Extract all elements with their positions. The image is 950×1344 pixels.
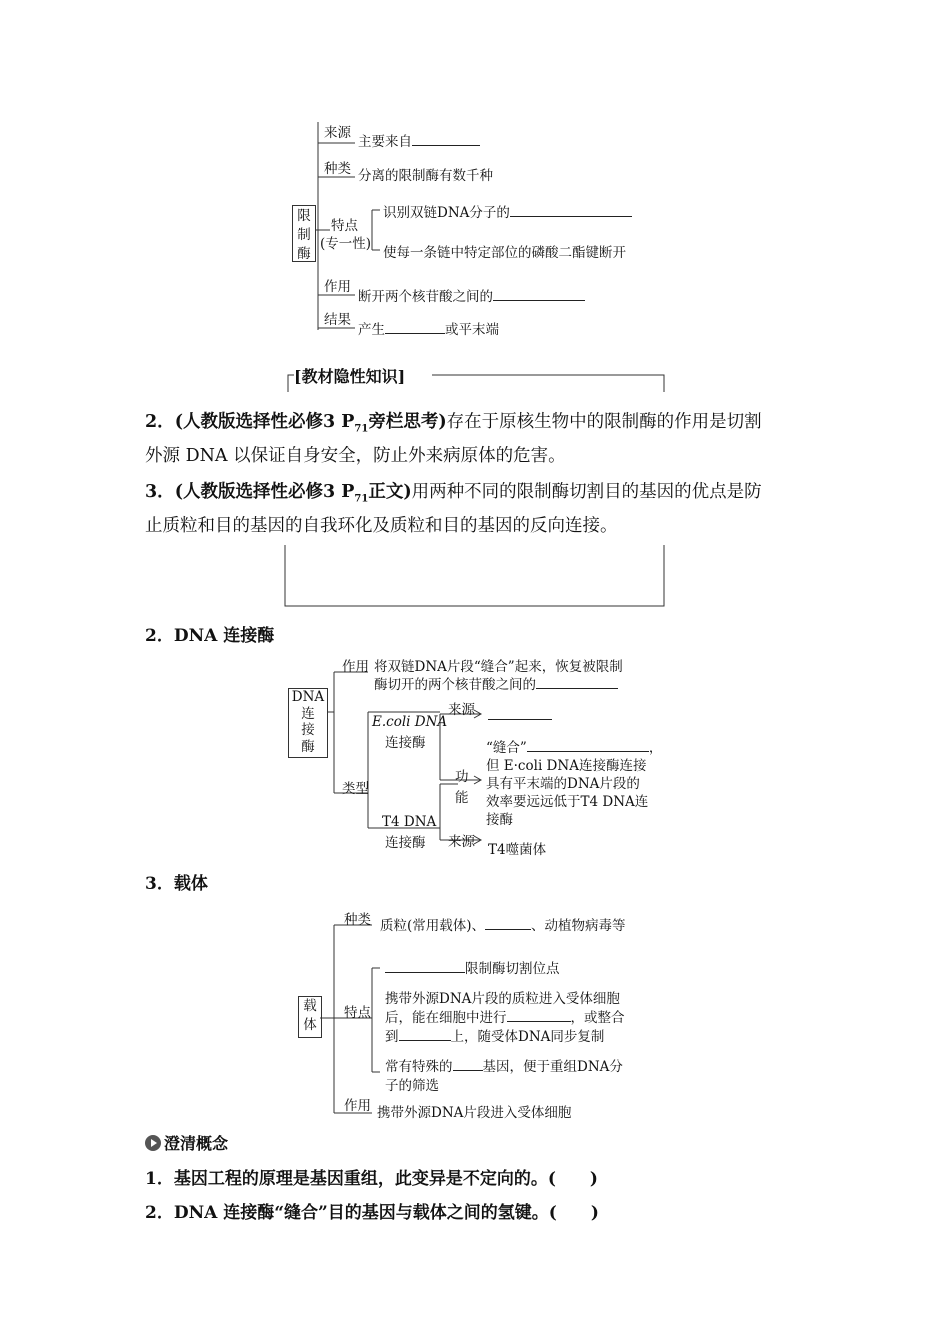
re-types-text: 分离的限制酶有数千种 <box>358 168 493 184</box>
re-feature-sub: (专一性) <box>320 236 372 252</box>
re-feature-label: 特点 <box>331 218 358 234</box>
re-result-label: 结果 <box>324 312 351 328</box>
t4-source: T4噬菌体 <box>488 842 547 858</box>
ecoli-name: E.coli DNA <box>372 714 448 730</box>
re-source-text: 主要来自 <box>358 130 480 150</box>
hidden-knowledge-header: [教材隐性知识] <box>294 367 406 386</box>
re-feature-2: 使每一条链中特定部位的磷酸二酯键断开 <box>383 245 626 261</box>
re-feature-1: 识别双链DNA分子的 <box>383 201 632 221</box>
vector-feature-label: 特点 <box>344 1005 371 1021</box>
ecoli-function-3: 具有平末端的DNA片段的 <box>486 776 640 792</box>
hidden-item-3-line2: 止质粒和目的基因的自我环化及质粒和目的基因的反向连接。 <box>145 516 618 536</box>
vector-types-label: 种类 <box>344 912 371 928</box>
ecoli-function-1: “缝合” ， <box>486 736 662 756</box>
vector-feature-3a: 常有特殊的 基因，便于重组DNA分 <box>385 1055 623 1075</box>
re-result-text: 产生 或平末端 <box>358 318 499 338</box>
ecoli-sub: 连接酶 <box>385 735 426 751</box>
ligase-types-label: 类型 <box>342 781 369 797</box>
ecoli-function-label-2: 能 <box>455 790 469 806</box>
restriction-enzyme-box: 限 制 酶 <box>292 205 316 262</box>
ecoli-source-blank <box>488 705 552 724</box>
hidden-item-3-line1: 3．(人教版选择性必修3 $P_{71}$正文)用两种不同的限制酶切割目的基因的优点是防 <box>145 482 762 505</box>
clarify-heading-row <box>145 1131 228 1154</box>
vector-feature-2a: 携带外源DNA片段的质粒进入受体细胞 <box>385 991 620 1007</box>
ecoli-function-2: 但 E·coli DNA连接酶连接 <box>486 758 647 774</box>
ecoli-function-label-1: 功 <box>455 769 469 785</box>
ecoli-function-4: 效率要远远低于T4 DNA连 <box>486 794 649 810</box>
ligase-function-line1: 将双链DNA片段“缝合”起来，恢复被限制 <box>374 659 623 675</box>
ligase-heading: 2．DNA 连接酶 <box>145 626 275 646</box>
vector-heading: 3．载体 <box>145 874 208 894</box>
ecoli-function-5: 接酶 <box>486 812 513 828</box>
ligase-function-line2: 酶切开的两个核苷酸之间的 <box>374 673 618 693</box>
clarify-q2: 2．DNA 连接酶“缝合”目的基因与载体之间的氢键。( ) <box>145 1203 599 1223</box>
re-types-label: 种类 <box>324 161 351 177</box>
ecoli-source-label: 来源 <box>448 702 475 718</box>
vector-feature-2c: 到 上，随受体DNA同步复制 <box>385 1025 604 1045</box>
re-source-label: 来源 <box>324 125 351 141</box>
t4-sub: 连接酶 <box>385 835 426 851</box>
re-function-label: 作用 <box>324 279 351 295</box>
vector-feature-3b: 子的筛选 <box>385 1078 439 1094</box>
vector-box: 载 体 <box>298 996 322 1038</box>
ligase-function-label: 作用 <box>342 659 369 675</box>
vector-function-text: 携带外源DNA片段进入受体细胞 <box>377 1105 572 1121</box>
vector-feature-1: 限制酶切割位点 <box>385 957 560 977</box>
re-function-text: 断开两个核苷酸之间的 <box>358 285 585 305</box>
play-circle-icon <box>145 1135 161 1151</box>
clarify-heading: 澄清概念 <box>164 1134 229 1153</box>
hidden-item-2-line1: 2．(人教版选择性必修3 $P_{71}$旁栏思考)存在于原核生物中的限制酶的作用是切割 <box>145 412 762 435</box>
vector-types-text: 质粒(常用载体)、 、动植物病毒等 <box>380 914 626 934</box>
vector-function-label: 作用 <box>344 1098 371 1114</box>
vector-feature-2b: 后，能在细胞中进行 ，或整合 <box>385 1006 625 1026</box>
t4-source-label: 来源 <box>448 834 475 850</box>
clarify-q1: 1．基因工程的原理是基因重组，此变异是不定向的。( ) <box>145 1169 598 1189</box>
t4-name: T4 DNA <box>382 814 437 830</box>
ligase-box: DNA 连 接 酶 <box>288 688 328 758</box>
hidden-item-2-line2: 外源 DNA 以保证自身安全，防止外来病原体的危害。 <box>145 446 566 466</box>
